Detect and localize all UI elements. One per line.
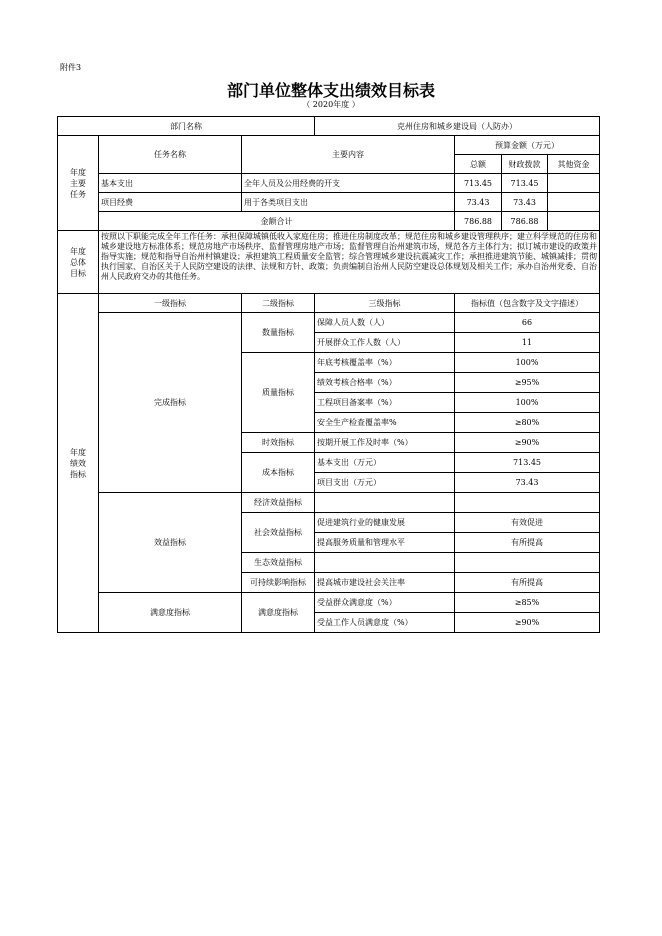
level3-item: 绩效考核合格率（%）	[315, 373, 455, 393]
annual-goal-label	[58, 231, 99, 294]
level3-item: 提高城市建设社会关注率	[315, 573, 455, 593]
year-label: （ 2020年度 ）	[302, 100, 360, 109]
level3-item: 受益工作人员满意度（%）	[315, 613, 455, 633]
level1-header: 一级指标	[99, 294, 242, 313]
total-header: 总额	[455, 155, 502, 174]
indicator-value: 713.45	[455, 453, 600, 473]
level3-item: 保障人员人数（人）	[315, 313, 455, 333]
annual-goal-cell	[99, 231, 600, 294]
sum-label: 金额合计	[99, 212, 455, 231]
level3-item: 按期开展工作及时率（%）	[315, 433, 455, 453]
indicator-value: ≥80%	[455, 413, 600, 433]
level3-header: 三级指标	[315, 294, 455, 313]
level3-item: 受益群众满意度（%）	[315, 593, 455, 613]
level3-item: 工程项目备案率（%）	[315, 393, 455, 413]
level3-item: 基本支出（万元）	[315, 453, 455, 473]
indicator-value: ≥90%	[455, 613, 600, 633]
sum-fiscal: 786.88	[502, 212, 548, 231]
quantity-indicator: 数量指标	[242, 313, 315, 353]
level3-item: 项目支出（万元）	[315, 473, 455, 493]
indicator-value: 100%	[455, 393, 600, 413]
satisfaction-indicator: 满意度指标	[99, 593, 242, 633]
level3-item	[315, 493, 455, 513]
level2-header: 二级指标	[242, 294, 315, 313]
attachment-label: 附件3	[60, 63, 82, 72]
performance-table	[57, 116, 600, 633]
annual-tasks-text: 年度 主要 任务	[70, 167, 86, 199]
satisfaction-level2-indicator: 满意度指标	[242, 593, 315, 633]
ecological-benefit-indicator: 生态效益指标	[242, 553, 315, 573]
task-row-other	[548, 193, 600, 212]
annual-goal-body: 按照以下职能完成全年工作任务：承担保障城镇低收入家庭住房；推进住房制度改革；规范住房和城乡建设管理秩序；建立科学规范的住房和城乡建设地方标准体系；规范房地产市场秩序、监督管理房地产市场；监督管理自治州建筑市场，规范各方主体行为；拟订城市建设的政策并指导实施；规范和指导自治州村镇建设；承担建筑工程质量安全监管；综合管理城乡建设抗震减灾工作；承担推进建筑节能、城镇减排；贯彻执行国家、自治区关于人民防空建设的法律、法规和方针、政策；负责编制自治州人民防空建设总体规划及相关工作；承办自治州党委、自治州人民政府交办的其他任务。	[101, 232, 597, 281]
cost-indicator: 成本指标	[242, 453, 315, 493]
task-row-fiscal: 713.45	[502, 174, 548, 193]
task-row-content: 全年人员及公用经费的开支	[242, 174, 455, 193]
dept-name-label: 部门名称	[58, 117, 315, 136]
level3-item: 开展群众工作人数（人）	[315, 333, 455, 353]
social-benefit-indicator: 社会效益指标	[242, 513, 315, 553]
task-name-header: 任务名称	[99, 136, 242, 174]
dept-name-value: 克州住房和城乡建设局（人防办）	[315, 117, 600, 136]
level3-item: 提高服务质量和管理水平	[315, 533, 455, 553]
task-row-total: 73.43	[455, 193, 502, 212]
annual-tasks-label	[58, 136, 99, 231]
task-row-total: 713.45	[455, 174, 502, 193]
level3-item: 年底考核覆盖率（%）	[315, 353, 455, 373]
task-row-content: 用于各类项目支出	[242, 193, 455, 212]
task-row-name: 项目经费	[99, 193, 242, 212]
other-funds-header: 其他资金	[548, 155, 600, 174]
indicator-value: 73.43	[455, 473, 600, 493]
indicator-value	[455, 553, 600, 573]
indicator-value: 有所提高	[455, 573, 600, 593]
fiscal-header: 财政拨款	[502, 155, 548, 174]
sum-total: 786.88	[455, 212, 502, 231]
level3-item: 促进建筑行业的健康发展	[315, 513, 455, 533]
indicator-value: 有效促进	[455, 513, 600, 533]
perf-indicators-text: 年度 绩效 指标	[70, 447, 86, 479]
timeliness-indicator: 时效指标	[242, 433, 315, 453]
task-row-name: 基本支出	[99, 174, 242, 193]
page-title: 部门单位整体支出绩效目标表	[226, 81, 435, 100]
task-row-fiscal: 73.43	[502, 193, 548, 212]
quality-indicator: 质量指标	[242, 353, 315, 433]
value-header: 指标值（包含数字及文字描述）	[455, 294, 600, 313]
indicator-value: 66	[455, 313, 600, 333]
sum-other	[548, 212, 600, 231]
indicator-value	[455, 493, 600, 513]
task-row-other	[548, 174, 600, 193]
indicator-value: 11	[455, 333, 600, 353]
indicator-value: ≥90%	[455, 433, 600, 453]
indicator-value: 100%	[455, 353, 600, 373]
level3-item	[315, 553, 455, 573]
indicator-value: ≥85%	[455, 593, 600, 613]
main-content-header: 主要内容	[242, 136, 455, 174]
annual-goal-text: 年度 总体 目标	[70, 246, 86, 278]
budget-header: 预算金额（万元）	[455, 136, 600, 155]
economic-benefit-indicator: 经济效益指标	[242, 493, 315, 513]
perf-indicators-label	[58, 294, 99, 633]
indicator-value: 有所提高	[455, 533, 600, 553]
level3-item: 安全生产检查覆盖率%	[315, 413, 455, 433]
indicator-value: ≥95%	[455, 373, 600, 393]
completion-indicator: 完成指标	[99, 313, 242, 493]
benefit-indicator: 效益指标	[99, 493, 242, 593]
sustainable-impact-indicator: 可持续影响指标	[242, 573, 315, 593]
